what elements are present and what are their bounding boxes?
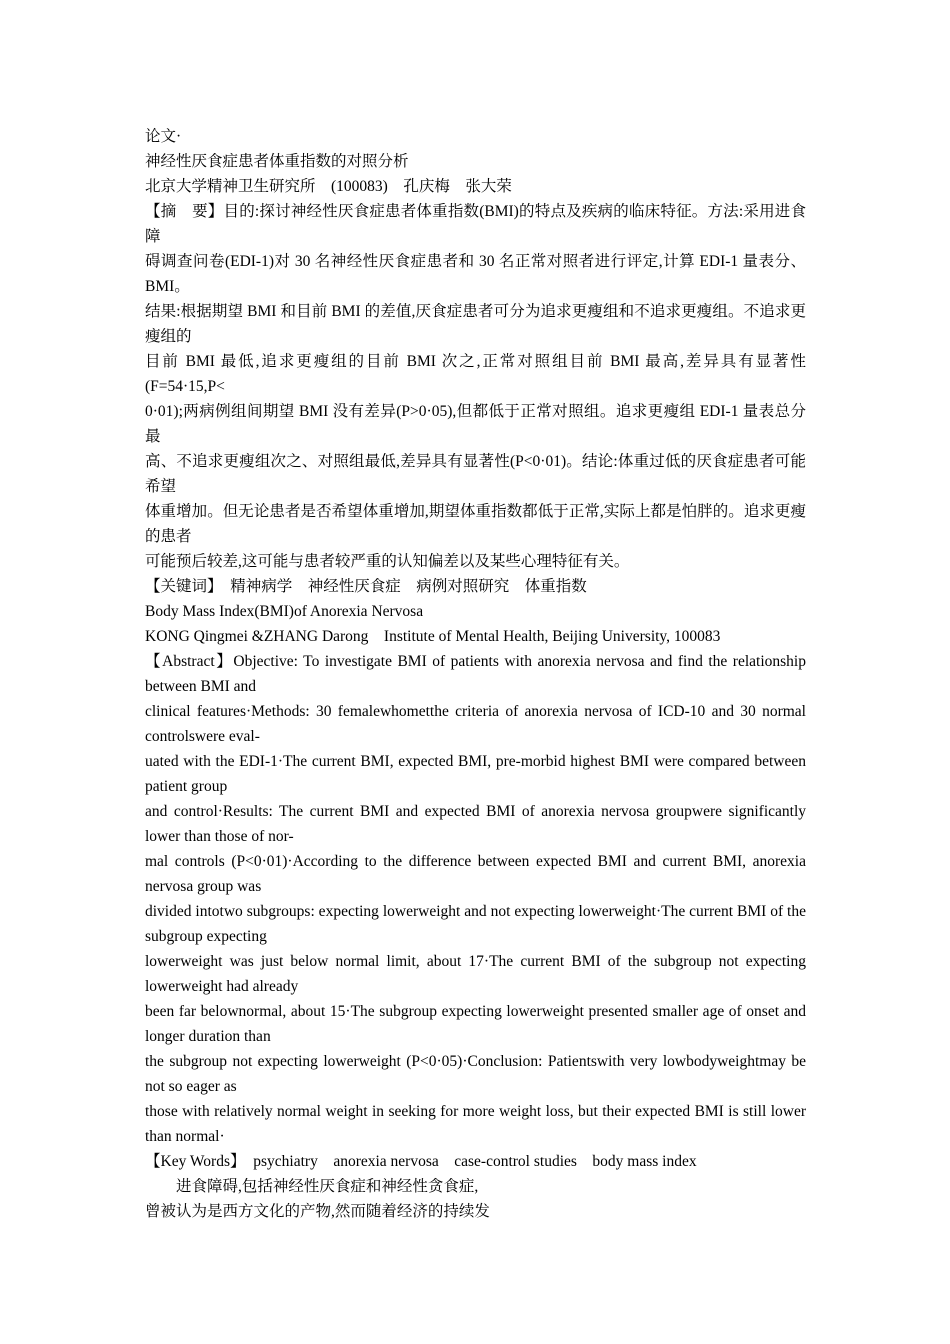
abstract-cn-para: 0·01);两病例组间期望 BMI 没有差异(P>0·05),但都低于正常对照组。追求更瘦组 EDI-1 量表总分最 [145,403,806,445]
page-title: 神经性厌食症患者体重指数的对照分析 [145,153,409,170]
abstract-en-para: uated with the EDI-1·The current BMI, expected BMI, pre-morbid highest BMI were compared between patient group [145,753,806,795]
keywords-en: 【Key Words】 psychiatry anorexia nervosa case-control studies body mass index [145,1153,697,1170]
keywords-cn: 【关键词】 精神病学 神经性厌食症 病例对照研究 体重指数 [145,578,587,595]
abstract-en-para: mal controls (P<0·01)·According to the difference between expected BMI and current BMI, anorexia nervosa group was [145,853,806,895]
abstract-cn [145,199,806,574]
document-page [145,124,806,1224]
abstract-cn-para: 碍调查问卷(EDI-1)对 30 名神经性厌食症患者和 30 名正常对照者进行评定,计算 EDI-1 量表分、BMI。 [145,253,806,295]
abstract-en-para: divided intotwo subgroups: expecting lowerweight and not expecting lowerweight·The current BMI of the subgroup expecting [145,903,806,945]
abstract-en-para: clinical features·Methods: 30 femalewhometthe criteria of anorexia nervosa of ICD-10 and 30 normal controlswere eval- [145,703,806,745]
abstract-en-para: 【Abstract】Objective: To investigate BMI of patients with anorexia nervosa and find the relationship between BMI and [145,653,806,695]
abstract-cn-para: 【摘 要】目的:探讨神经性厌食症患者体重指数(BMI)的特点及疾病的临床特征。方法:采用进食障 [145,203,806,245]
author-affiliation: 北京大学精神卫生研究所 (100083) 孔庆梅 张大荣 [145,178,512,195]
authors-en: KONG Qingmei &ZHANG Darong Institute of Mental Health, Beijing University, 100083 [145,628,721,645]
section-label: 论文· [145,128,182,145]
abstract-en [145,649,806,1149]
title-en: Body Mass Index(BMI)of Anorexia Nervosa [145,603,424,620]
abstract-en-para: been far belownormal, about 15·The subgroup expecting lowerweight presented smaller age of onset and longer duration than [145,1003,806,1045]
body-text [145,1174,806,1224]
abstract-en-para: the subgroup not expecting lowerweight (P<0·05)·Conclusion: Patientswith very lowbodyweightmay be not so eager as [145,1053,806,1095]
abstract-en-para: lowerweight was just below normal limit, about 17·The current BMI of the subgroup not expecting lowerweight had already [145,953,806,995]
abstract-cn-para: 结果:根据期望 BMI 和目前 BMI 的差值,厌食症患者可分为追求更瘦组和不追求更瘦组。不追求更瘦组的 [145,303,806,345]
abstract-cn-para: 目前 BMI 最低,追求更瘦组的目前 BMI 次之,正常对照组目前 BMI 最高,差异具有显著性(F=54·15,P< [145,353,806,395]
abstract-cn-para: 体重增加。但无论患者是否希望体重增加,期望体重指数都低于正常,实际上都是怕胖的。追求更瘦的患者 [145,503,806,545]
abstract-en-para: and control·Results: The current BMI and expected BMI of anorexia nervosa groupwere significantly lower than those of nor- [145,803,806,845]
abstract-cn-para: 可能预后较差,这可能与患者较严重的认知偏差以及某些心理特征有关。 [145,553,630,570]
abstract-cn-para: 高、不追求更瘦组次之、对照组最低,差异具有显著性(P<0·01)。结论:体重过低的厌食症患者可能希望 [145,453,806,495]
abstract-en-para: those with relatively normal weight in seeking for more weight loss, but their expected BMI is still lower than normal· [145,1103,806,1145]
body-paragraph-line: 进食障碍,包括神经性厌食症和神经性贪食症, [176,1178,479,1195]
body-paragraph-line: 曾被认为是西方文化的产物,然而随着经济的持续发 [145,1203,490,1220]
